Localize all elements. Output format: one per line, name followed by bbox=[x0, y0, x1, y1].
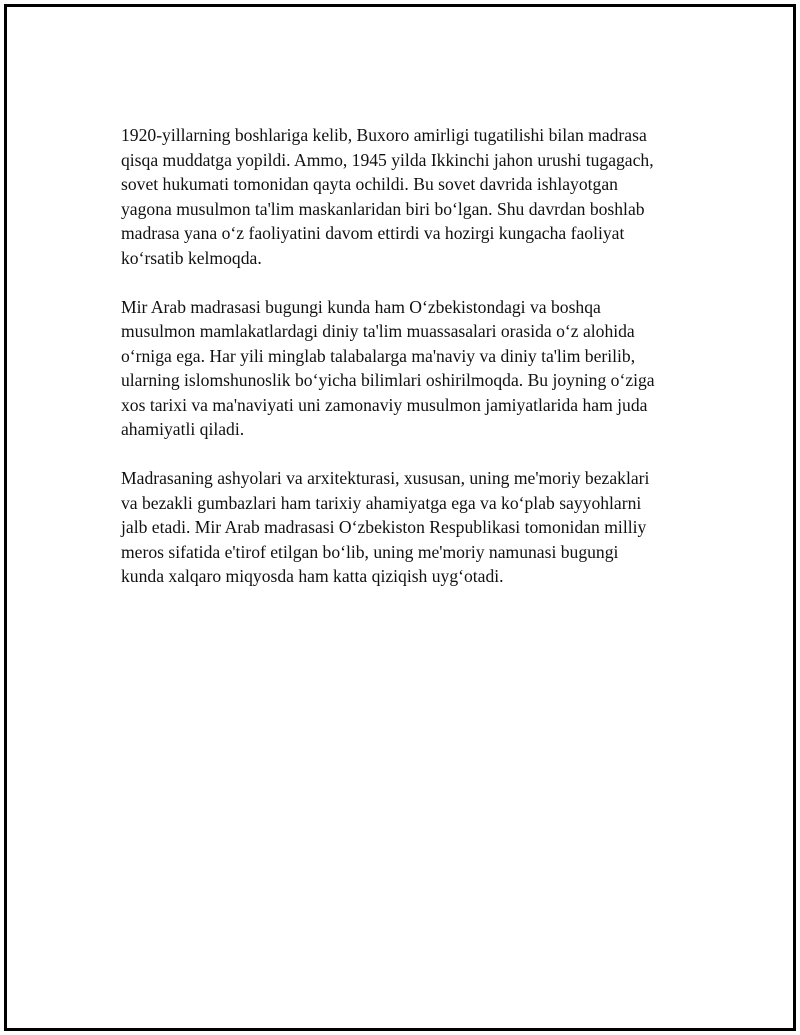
text-line: ko‘rsatib kelmoqda. bbox=[121, 247, 262, 268]
page-frame bbox=[4, 4, 796, 1031]
paragraph-3 bbox=[121, 466, 691, 589]
text-line: va bezakli gumbazlari ham tarixiy ahamiyatga ega va ko‘plab sayyohlarni bbox=[121, 492, 642, 513]
text-line: meros sifatida e'tirof etilgan bo‘lib, uning me'moriy namunasi bugungi bbox=[121, 541, 619, 562]
text-line: jalb etadi. Mir Arab madrasasi O‘zbekiston Respublikasi tomonidan milliy bbox=[121, 517, 647, 537]
text-line: 1920-yillarning boshlariga kelib, Buxoro amirligi tugatilishi bilan madrasa bbox=[121, 125, 647, 145]
text-line: Madrasaning ashyolari va arxitekturasi, xususan, uning me'moriy bezaklari bbox=[121, 468, 650, 488]
text-line: ularning islomshunoslik bo‘yicha bilimlari oshirilmoqda. Bu joyning o‘ziga bbox=[121, 370, 655, 390]
text-line: qisqa muddatga yopildi. Ammo, 1945 yilda Ikkinchi jahon urushi tugagach, bbox=[121, 149, 654, 170]
text-line: Mir Arab madrasasi bugungi kunda ham O‘zbekistondagi va boshqa bbox=[121, 296, 601, 317]
text-line: xos tarixi va ma'naviyati uni zamonaviy musulmon jamiyatlarida ham juda bbox=[121, 394, 648, 415]
text-line: o‘rniga ega. Har yili minglab talabalarga ma'naviy va diniy ta'lim berilib, bbox=[121, 345, 636, 366]
text-line: madrasa yana o‘z faoliyatini davom ettirdi va hozirgi kungacha faoliyat bbox=[121, 223, 625, 243]
document-body bbox=[121, 123, 691, 613]
text-line: yagona musulmon ta'lim maskanlaridan biri bo‘lgan. Shu davrdan boshlab bbox=[121, 198, 645, 219]
text-line: kunda xalqaro miqyosda ham katta qiziqish uyg‘otadi. bbox=[121, 566, 504, 586]
text-line: sovet hukumati tomonidan qayta ochildi. Bu sovet davrida ishlayotgan bbox=[121, 174, 618, 194]
text-line: ahamiyatli qiladi. bbox=[121, 419, 245, 439]
paragraph-1 bbox=[121, 123, 691, 270]
paragraph-2 bbox=[121, 295, 691, 442]
text-line: musulmon mamlakatlardagi diniy ta'lim muassasalari orasida o‘z alohida bbox=[121, 321, 635, 341]
